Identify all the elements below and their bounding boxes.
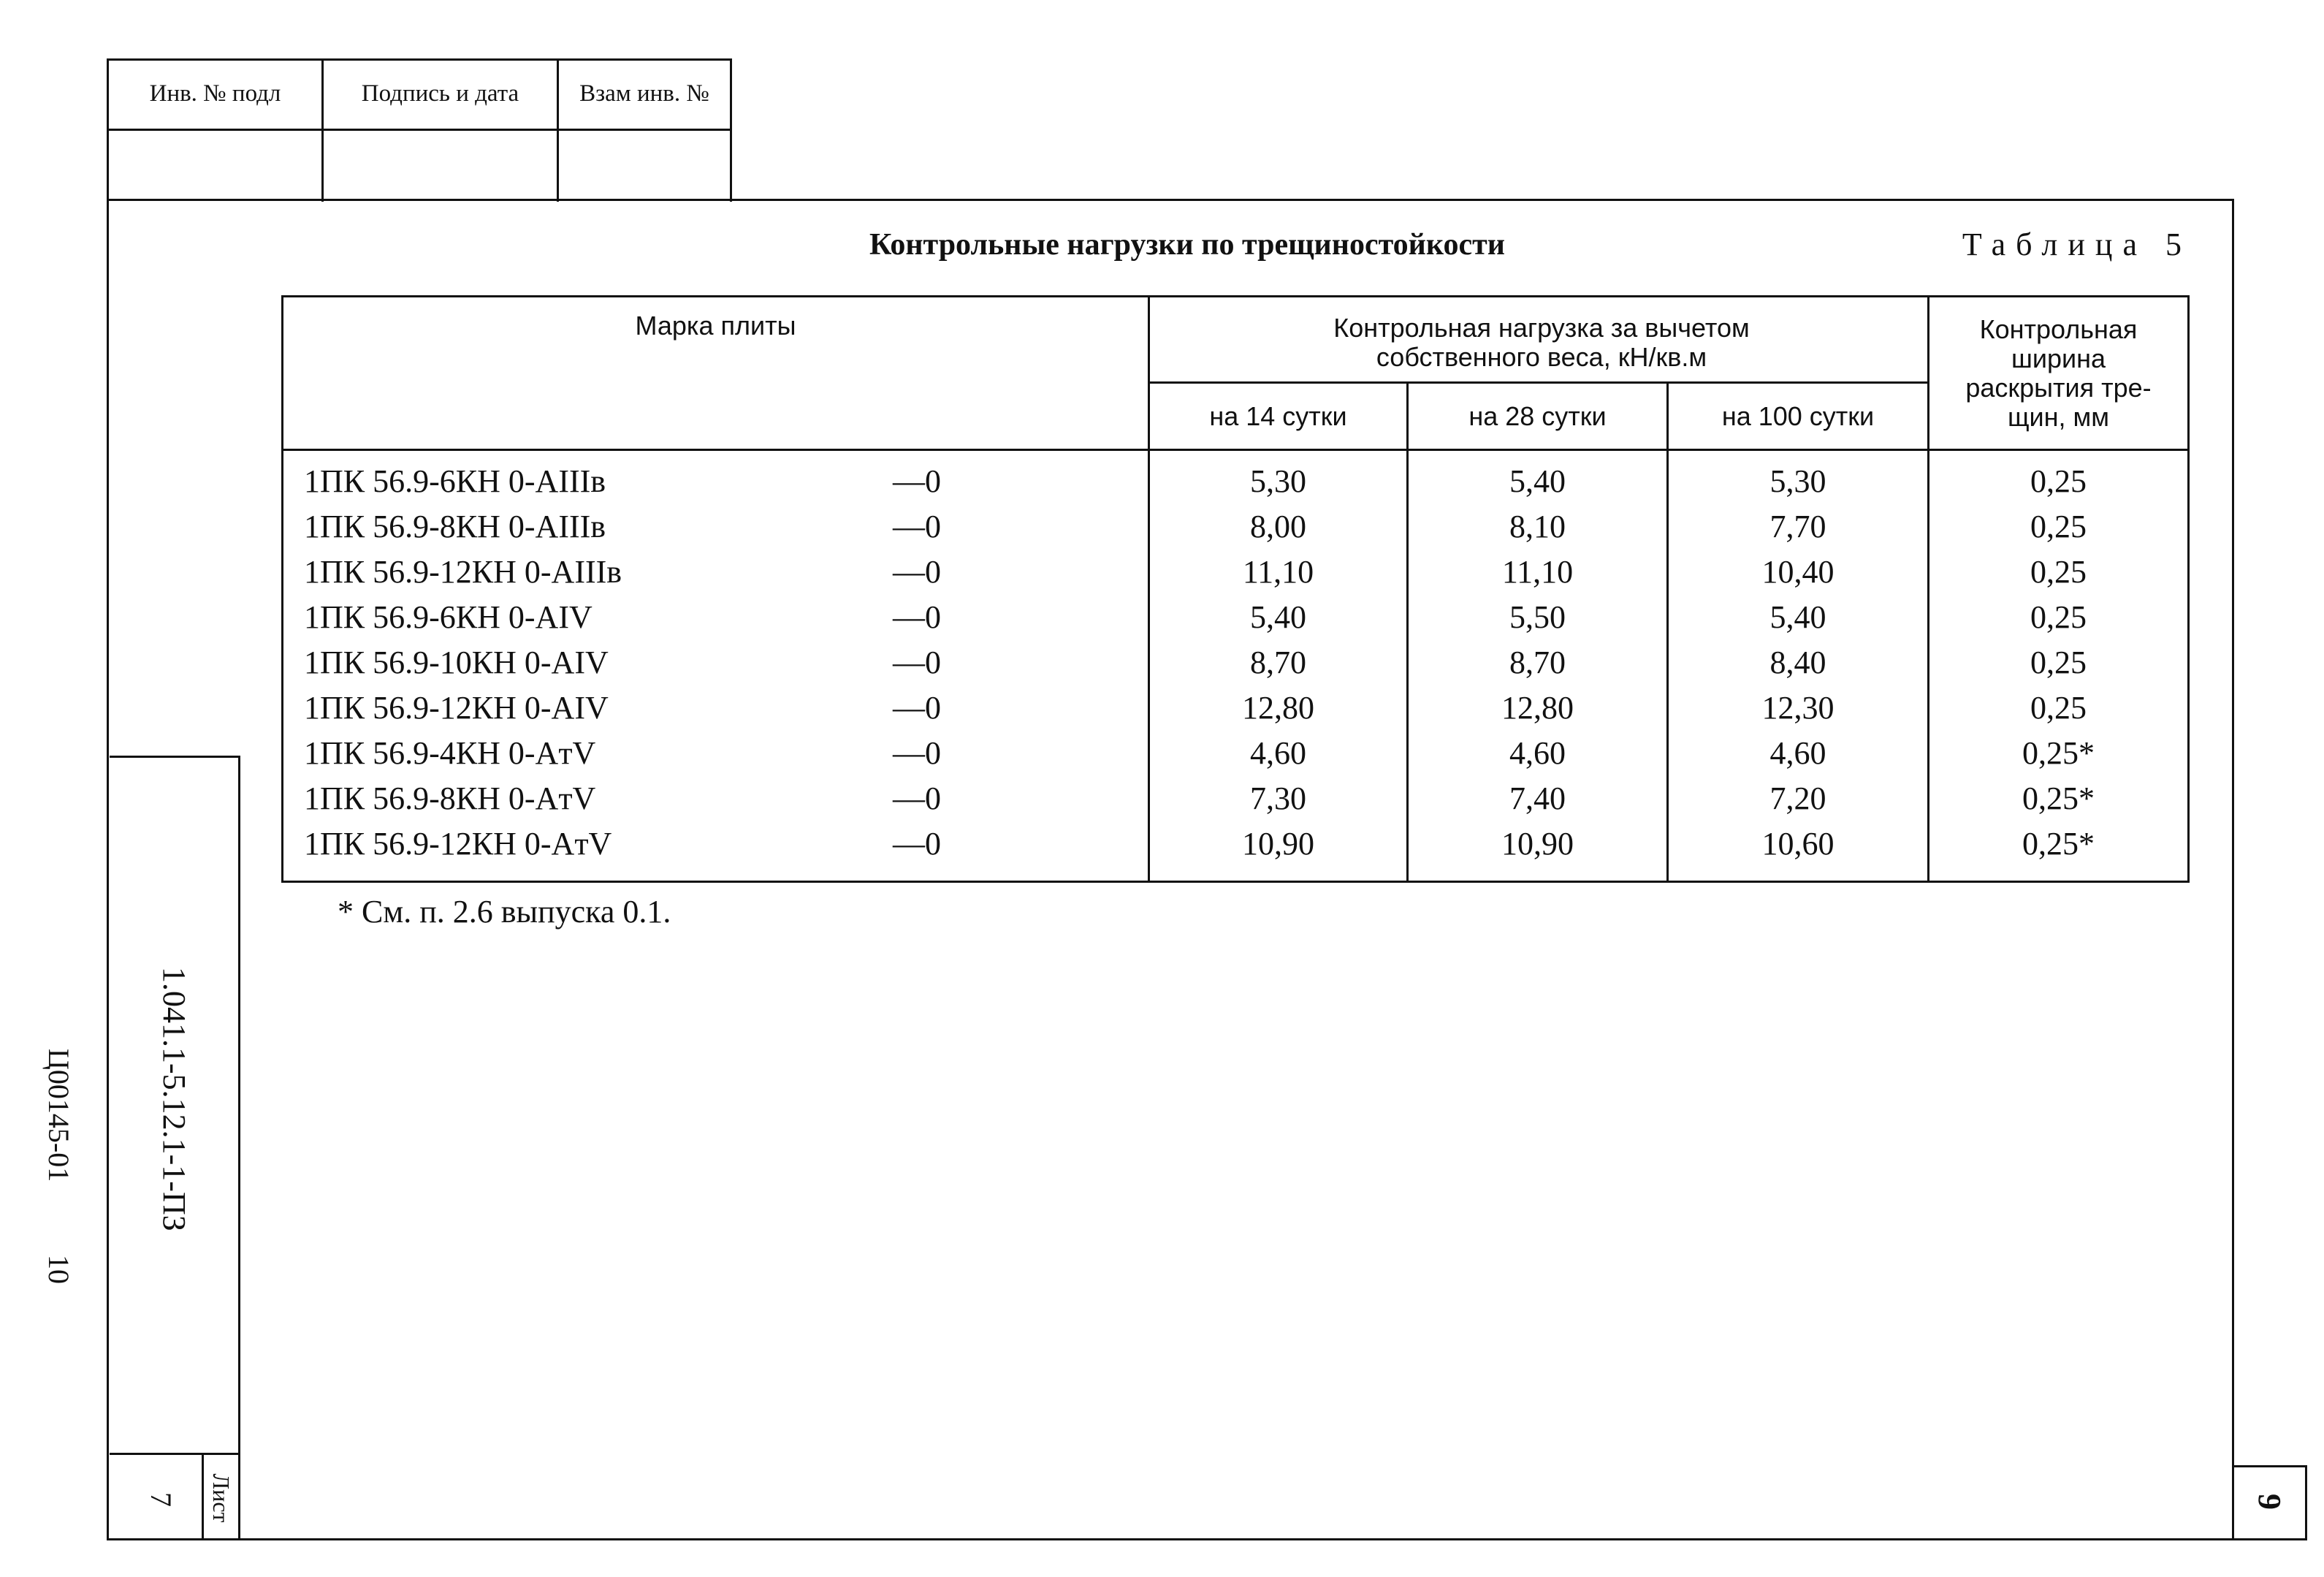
table-title: Контрольные нагрузки по трещиностойкости <box>869 228 1505 262</box>
row-brand: 1ПК 56.9-10КН 0-AIV <box>304 645 609 680</box>
row-crack: 0,25 <box>2030 645 2087 680</box>
header-day14: на 14 сутки <box>1209 400 1347 431</box>
row-day14: 8,00 <box>1250 509 1306 544</box>
archive-code: Ц00145-01 <box>42 1049 75 1182</box>
header-load-group: Контрольная нагрузка за вычетом собственного веса, кН/кв.м <box>1333 313 1750 372</box>
row-crack: 0,25 <box>2030 463 2087 499</box>
row-suffix: —0 <box>893 826 941 862</box>
row-crack: 0,25 <box>2030 599 2087 635</box>
row-brand: 1ПК 56.9-8КН 0-AтV <box>304 780 596 816</box>
row-crack: 0,25* <box>2022 826 2095 862</box>
row-suffix: —0 <box>893 554 941 590</box>
row-day100: 7,20 <box>1769 780 1826 816</box>
row-day28: 11,10 <box>1501 554 1574 590</box>
row-day100: 10,40 <box>1761 554 1835 590</box>
row-day28: 4,60 <box>1509 735 1566 771</box>
row-suffix: —0 <box>893 690 941 726</box>
row-day14: 8,70 <box>1250 645 1306 680</box>
row-day100: 10,60 <box>1761 826 1835 862</box>
stamp-label-replaced: Взам инв. № <box>579 80 709 107</box>
row-brand: 1ПК 56.9-12КН 0-AIIIв <box>304 554 622 590</box>
row-crack: 0,25* <box>2022 780 2095 816</box>
stamp-label-signature: Подпись и дата <box>361 80 519 107</box>
archive-num: 10 <box>42 1255 75 1284</box>
row-day28: 5,40 <box>1509 463 1566 499</box>
header-crack: Контрольная ширина раскрытия тре-щин, мм <box>1965 314 2152 432</box>
sheet-label: Лист <box>208 1473 235 1523</box>
header-brand: Марка плиты <box>635 311 796 341</box>
row-suffix: —0 <box>893 780 941 816</box>
row-day28: 5,50 <box>1509 599 1566 635</box>
doc-code: 1.041.1-5.12.1-1-ПЗ <box>156 967 192 1231</box>
row-day14: 11,10 <box>1242 554 1314 590</box>
row-brand: 1ПК 56.9-12КН 0-AIV <box>304 690 609 726</box>
footnote: * См. п. 2.6 выпуска 0.1. <box>338 894 671 930</box>
row-day100: 8,40 <box>1769 645 1826 680</box>
row-day14: 4,60 <box>1250 735 1306 771</box>
row-suffix: —0 <box>893 735 941 771</box>
row-day14: 5,30 <box>1250 463 1306 499</box>
row-day28: 8,70 <box>1509 645 1566 680</box>
row-crack: 0,25 <box>2030 554 2087 590</box>
sheet-number: 7 <box>145 1492 178 1507</box>
row-suffix: —0 <box>893 463 941 499</box>
row-day14: 5,40 <box>1250 599 1306 635</box>
row-day28: 7,40 <box>1509 780 1566 816</box>
row-day14: 10,90 <box>1242 826 1314 862</box>
row-crack: 0,25 <box>2030 690 2087 726</box>
row-day28: 12,80 <box>1501 690 1574 726</box>
row-day100: 4,60 <box>1769 735 1826 771</box>
page-number: 9 <box>2252 1494 2287 1510</box>
row-brand: 1ПК 56.9-6КН 0-AIIIв <box>304 463 606 499</box>
row-crack: 0,25* <box>2022 735 2095 771</box>
row-brand: 1ПК 56.9-8КН 0-AIIIв <box>304 509 606 544</box>
row-day14: 7,30 <box>1250 780 1306 816</box>
row-crack: 0,25 <box>2030 509 2087 544</box>
row-day14: 12,80 <box>1242 690 1314 726</box>
row-brand: 1ПК 56.9-12КН 0-AтV <box>304 826 612 862</box>
row-suffix: —0 <box>893 599 941 635</box>
table-number-label: Таблица 5 <box>1962 227 2192 262</box>
row-day28: 8,10 <box>1509 509 1566 544</box>
row-day100: 5,40 <box>1769 599 1826 635</box>
row-brand: 1ПК 56.9-4КН 0-AтV <box>304 735 596 771</box>
header-day100: на 100 сутки <box>1721 400 1875 431</box>
header-day28: на 28 сутки <box>1468 400 1607 431</box>
row-suffix: —0 <box>893 509 941 544</box>
row-brand: 1ПК 56.9-6КН 0-AIV <box>304 599 593 635</box>
row-day28: 10,90 <box>1501 826 1574 862</box>
row-suffix: —0 <box>893 645 941 680</box>
row-day100: 7,70 <box>1769 509 1826 544</box>
row-day100: 12,30 <box>1761 690 1835 726</box>
stamp-label-inv: Инв. № подл <box>149 80 281 107</box>
row-day100: 5,30 <box>1769 463 1826 499</box>
